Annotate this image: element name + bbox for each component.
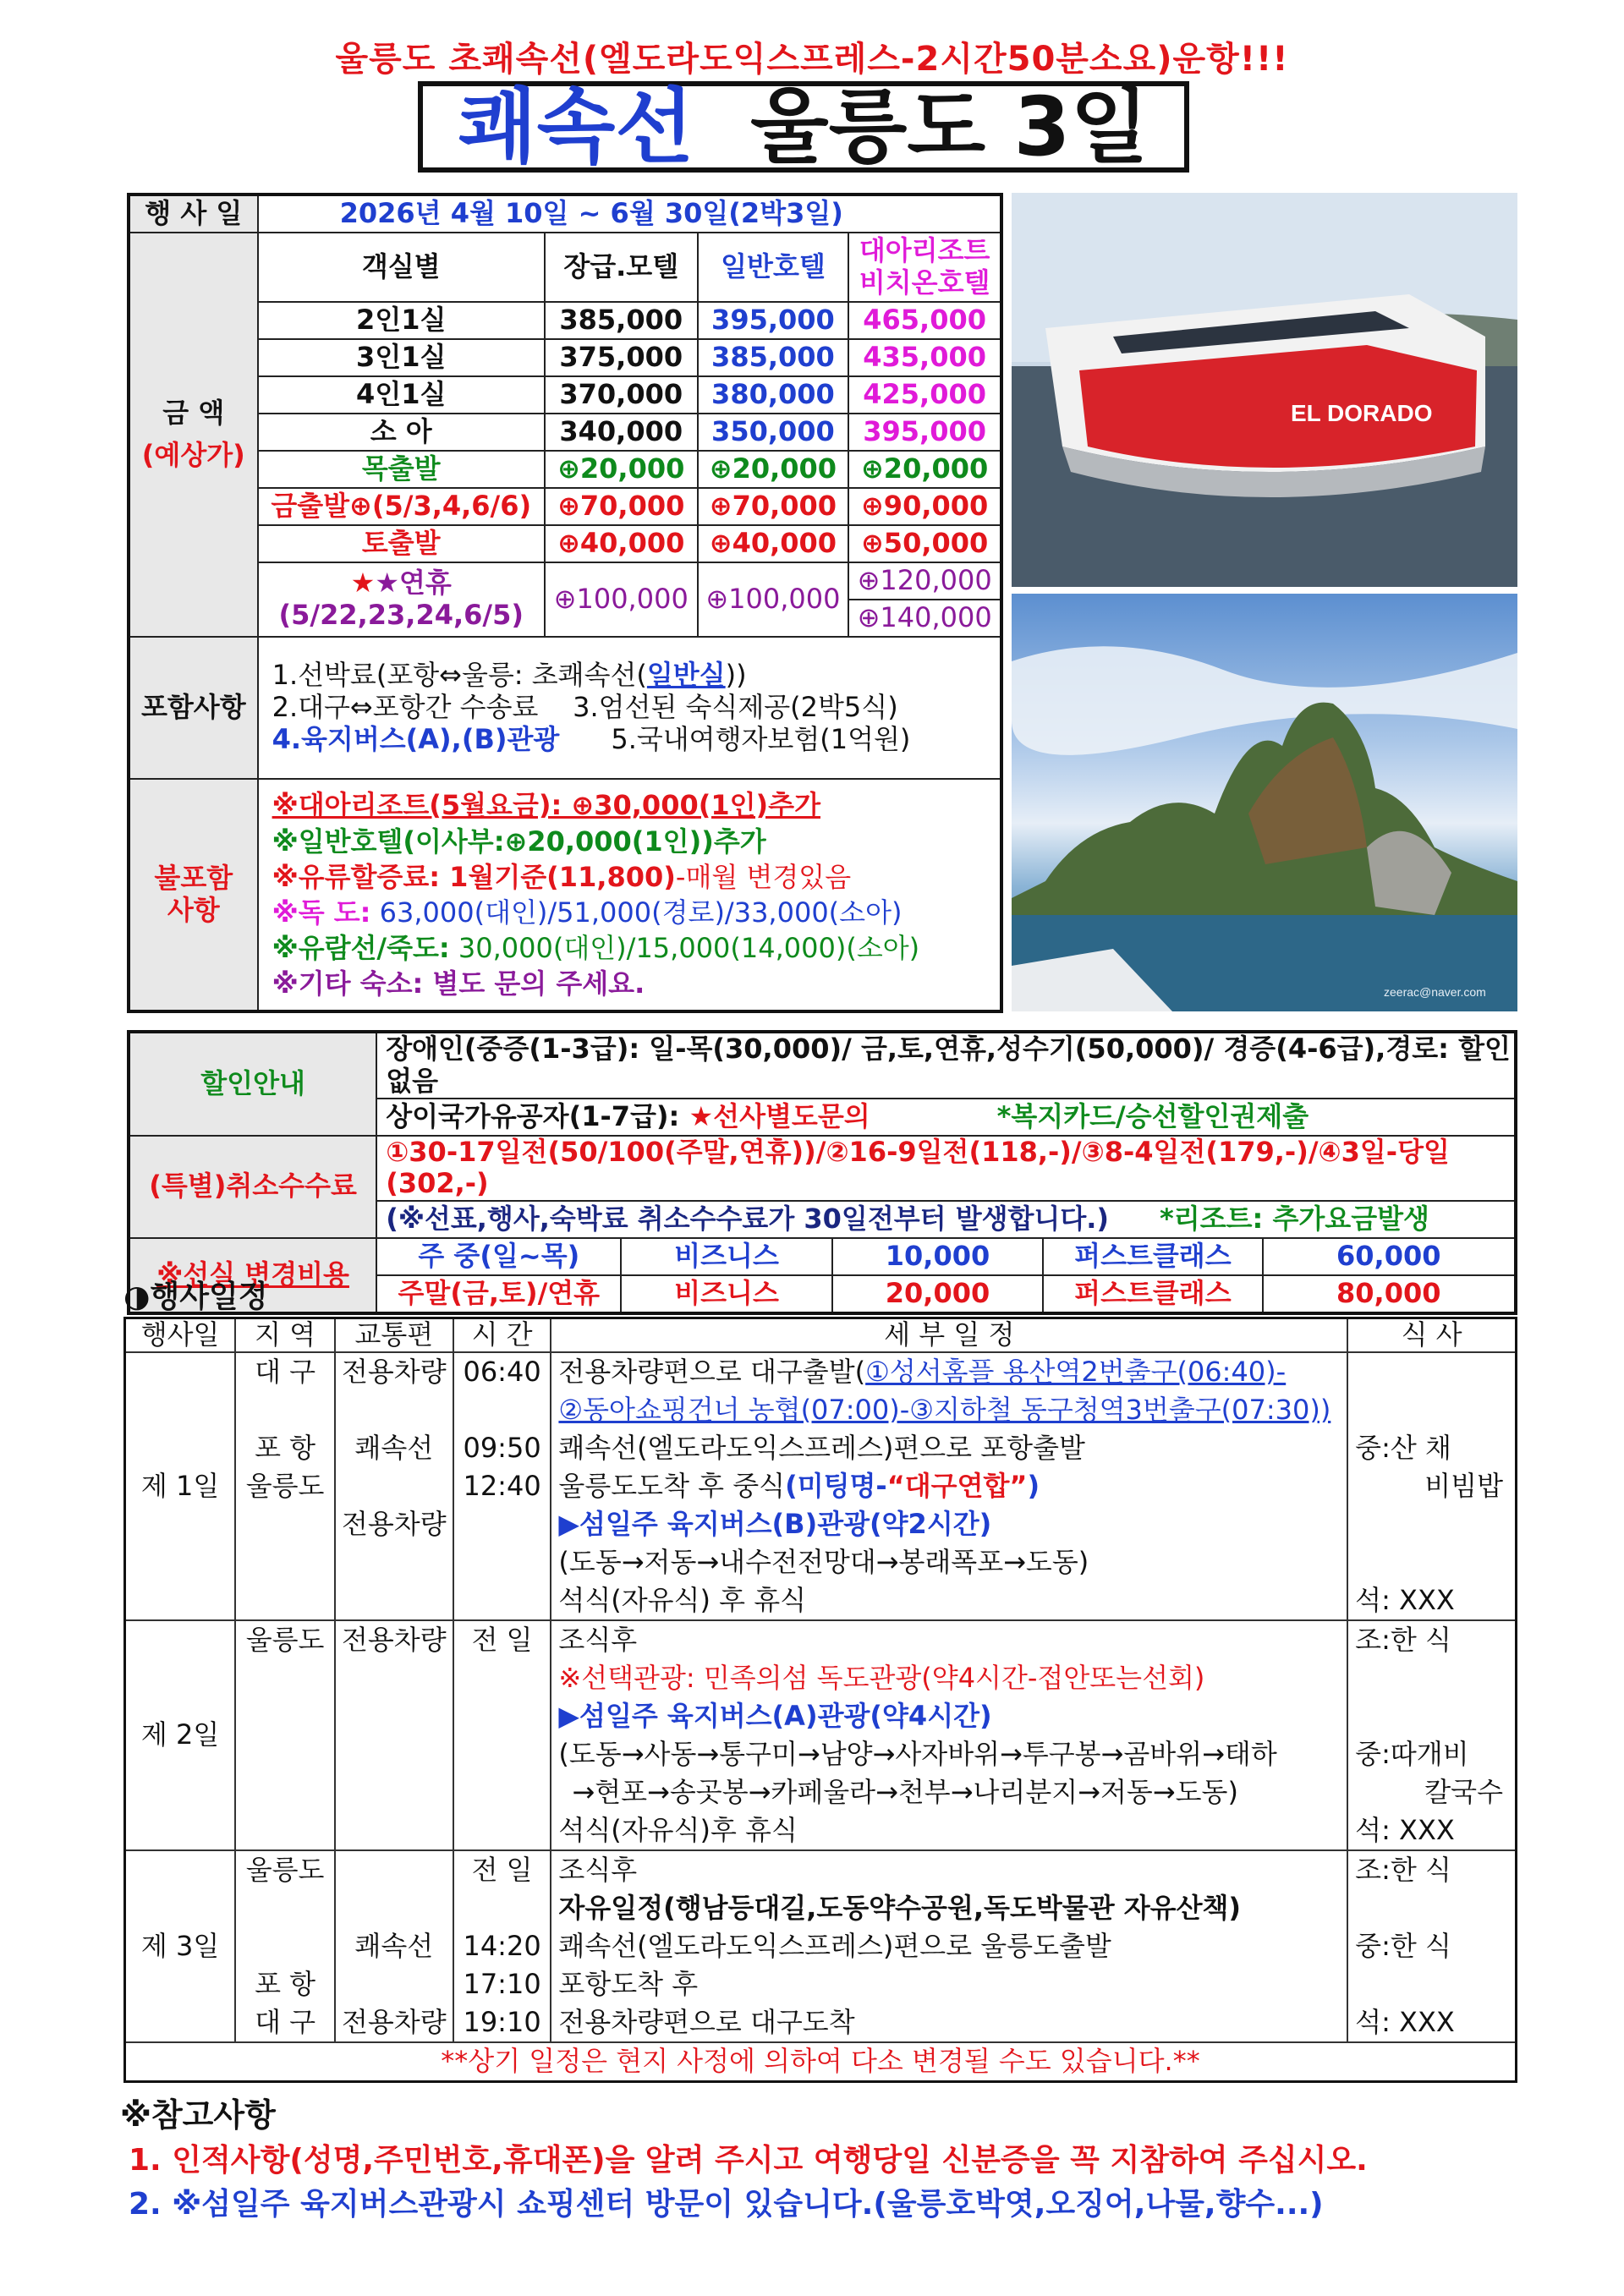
schedule-table <box>123 1317 1517 2083</box>
hotel-price: 350,000 <box>698 414 849 451</box>
amount-sublabel: (예상가) <box>141 439 245 471</box>
holiday-resort2: ⊕140,000 <box>848 600 1001 637</box>
day2-area: 울릉도 <box>235 1620 335 1850</box>
resort-price: 395,000 <box>848 414 1001 451</box>
holiday-resort1: ⊕120,000 <box>848 562 1001 600</box>
col-motel: 장급.모텔 <box>545 233 698 302</box>
note-2: 2. ※섬일주 육지버스관광시 쇼핑센터 방문이 있습니다.(울릉호박엿,오징어,나물,향수...) <box>129 2187 1324 2222</box>
page-title <box>418 81 1189 173</box>
ship-photo <box>1012 193 1517 587</box>
hdr-area: 지 역 <box>235 1318 335 1353</box>
day3-trans: 쾌속선 전용차량 <box>335 1850 453 2042</box>
resort-price: 465,000 <box>848 302 1001 339</box>
day3-detail: 조식후 자유일정(행남등대길,도동약수공원,독도박물관 자유산책) 쾌속선(엘도라도익스프레스)편으로 울릉도출발 포항도착 후 전용차량편으로 대구도착 <box>551 1850 1347 2042</box>
cancel-label: (특별)취소수수료 <box>129 1136 376 1239</box>
day1-label: 제 1일 <box>125 1352 236 1620</box>
row-label: 3인1실 <box>258 339 545 376</box>
exclude-content: ※대아리조트(5월요금): ⊕30,000(1인)추가 ※일반호텔(이사부:⊕20,000(1인))추가 ※유류할증료: 1월기준(11,800)-매월 변경있음 ※독 도: 63,000(대인)/51,000(경로)/33,000(소아) ※유람선/죽도: 30,000(대인)/15,000(14,000)(소아) ※기타 숙소: 별도 문의 주세요. <box>258 779 1001 1011</box>
hotel-price: ⊕70,000 <box>698 488 849 525</box>
motel-price: ⊕20,000 <box>545 451 698 488</box>
motel-price: ⊕40,000 <box>545 525 698 562</box>
title-part1: 쾌속선 <box>458 79 694 174</box>
discount-line2: 상이국가유공자(1-7급): ★선사별도문의 *복지카드/승선할인권제출 <box>376 1099 1516 1136</box>
ship-brand-text: EL DORADO <box>1291 400 1433 426</box>
cancel-line2: (※선표,행사,숙박료 취소수수료가 30일전부터 발생합니다.) *리조트: 추가요금발생 <box>376 1201 1516 1238</box>
motel-price: 375,000 <box>545 339 698 376</box>
amount-label-cell <box>129 233 258 637</box>
cancel-line1: ①30-17일전(50/100(주말,연휴))/②16-9일전(118,-)/③8-4일전(179,-)/④3일-당일(302,-) <box>376 1136 1516 1202</box>
schedule-footer: **상기 일정은 현지 사정에 의하여 다소 변경될 수도 있습니다.** <box>125 2042 1517 2082</box>
day1-times: 06:40 09:50 12:40 <box>453 1352 551 1620</box>
seat-fee2: 80,000 <box>1263 1275 1516 1313</box>
day1-trans: 전용차량 쾌속선 전용차량 <box>335 1352 453 1620</box>
day2-time: 전 일 <box>453 1620 551 1850</box>
hotel-price: 385,000 <box>698 339 849 376</box>
day3-label: 제 3일 <box>125 1850 236 2042</box>
seat-period: 주말(금,토)/연휴 <box>376 1275 621 1313</box>
seat-class1: 비즈니스 <box>621 1275 831 1313</box>
holiday-hotel: ⊕100,000 <box>698 562 849 637</box>
hdr-day: 행사일 <box>125 1318 236 1353</box>
title-part2: 울릉도 3일 <box>749 79 1149 174</box>
event-date: 2026년 4월 10일 ~ 6월 30일(2박3일) <box>258 195 1001 233</box>
holiday-motel: ⊕100,000 <box>545 562 698 637</box>
day3-meals: 조:한 식 중:한 식 석: XXX <box>1347 1850 1516 2042</box>
resort-price: ⊕50,000 <box>848 525 1001 562</box>
seat-period: 주 중(일~목) <box>376 1238 621 1275</box>
day2-detail: 조식후 ※선택관광: 민족의섬 독도관광(약4시간-접안또는선회) ▶섬일주 육지버스(A)관광(약4시간) (도동→사동→통구미→남양→사자바위→투구봉→곰바위→태하 →현포→송곳봉→카페울라→천부→나리분지→저동→도동) 석식(자유식)후 휴식 <box>551 1620 1347 1850</box>
day1-areas: 대 구 포 항 울릉도 <box>235 1352 335 1620</box>
day3-times: 전 일 14:20 17:10 19:10 <box>453 1850 551 2042</box>
hotel-price: 395,000 <box>698 302 849 339</box>
seat-class1: 비즈니스 <box>621 1238 831 1275</box>
day1-meals: 중:산 채 비빔밥 석: XXX <box>1347 1352 1516 1620</box>
schedule-title: ◑행사일정 <box>123 1280 268 1314</box>
hotel-price: ⊕20,000 <box>698 451 849 488</box>
event-date-label: 행 사 일 <box>129 195 258 233</box>
day2-trans: 전용차량 <box>335 1620 453 1850</box>
seat-fee1: 10,000 <box>832 1238 1044 1275</box>
row-label: 목출발 <box>258 451 545 488</box>
day2-label: 제 2일 <box>125 1620 236 1850</box>
include-content: 1.선박료(포항⇔울릉: 초쾌속선(일반실)) 2.대구⇔포항간 수송료 3.엄선된 숙식제공(2박5식) 4.육지버스(A),(B)관광 5.국내여행자보험(1억원) <box>258 637 1001 779</box>
hdr-trans: 교통편 <box>335 1318 453 1353</box>
discount-table <box>127 1030 1517 1315</box>
discount-line1: 장애인(중증(1-3급): 일-목(30,000)/ 금,토,연휴,성수기(50,000)/ 경증(4-6급),경로: 할인없음 <box>376 1032 1516 1099</box>
exclude-label: 불포함 사항 <box>129 779 258 1011</box>
row-label: 토출발 <box>258 525 545 562</box>
day2-meals: 조:한 식 중:따개비 칼국수 석: XXX <box>1347 1620 1516 1850</box>
hdr-meal: 식 사 <box>1347 1318 1516 1353</box>
resort-price: 435,000 <box>848 339 1001 376</box>
resort-price: ⊕20,000 <box>848 451 1001 488</box>
col-resort: 대아리조트 비치온호텔 <box>848 233 1001 302</box>
motel-price: 385,000 <box>545 302 698 339</box>
top-banner: 울릉도 초쾌속선(엘도라도익스프레스-2시간50분소요)운항!!! <box>335 40 1289 79</box>
notes-title: ※참고사항 <box>120 2096 276 2134</box>
resort-price: ⊕90,000 <box>848 488 1001 525</box>
seat-class2: 퍼스트클래스 <box>1043 1238 1262 1275</box>
note-1: 1. 인적사항(성명,주민번호,휴대폰)을 알려 주시고 여행당일 신분증을 꼭 지참하여 주십시오. <box>129 2143 1368 2178</box>
hotel-price: 380,000 <box>698 376 849 414</box>
row-label: 4인1실 <box>258 376 545 414</box>
seat-class2: 퍼스트클래스 <box>1043 1275 1262 1313</box>
amount-label: 금 액 <box>162 397 225 430</box>
motel-price: 370,000 <box>545 376 698 414</box>
photo-credit: zeerac@naver.com <box>1384 985 1486 999</box>
resort-price: 425,000 <box>848 376 1001 414</box>
hdr-time: 시 간 <box>453 1318 551 1353</box>
row-label: 금출발⊕(5/3,4,6/6) <box>258 488 545 525</box>
col-room: 객실별 <box>258 233 545 302</box>
day3-areas: 울릉도 포 항 대 구 <box>235 1850 335 2042</box>
seat-fee2: 60,000 <box>1263 1238 1516 1275</box>
row-label: 2인1실 <box>258 302 545 339</box>
include-label: 포함사항 <box>129 637 258 779</box>
row-label: 소 아 <box>258 414 545 451</box>
discount-label: 할인안내 <box>129 1032 376 1136</box>
seat-fee1: 20,000 <box>832 1275 1044 1313</box>
motel-price: 340,000 <box>545 414 698 451</box>
motel-price: ⊕70,000 <box>545 488 698 525</box>
holiday-label: ★★연휴(5/22,23,24,6/5) <box>258 562 545 637</box>
price-table <box>127 193 1003 1013</box>
seat-label: ※선실 변경비용 <box>129 1238 376 1313</box>
hdr-detail: 세 부 일 정 <box>551 1318 1347 1353</box>
hotel-price: ⊕40,000 <box>698 525 849 562</box>
day1-detail: 전용차량편으로 대구출발(①성서홈플 용산역2번출구(06:40)- ②동아쇼핑건너 농협(07:00)-③지하철 동구청역3번출구(07:30)) 쾌속선(엘도라도익스프레스)편으로 포항출발 울릉도도착 후 중식(미팅명-“대구연합”) ▶섬일주 육지버스(B)관광(약2시간) (도동→저동→내수전전망대→봉래폭포→도동) 석식(자유식) 후 휴식 <box>551 1352 1347 1620</box>
island-photo <box>1012 594 1517 1011</box>
col-hotel: 일반호텔 <box>698 233 849 302</box>
